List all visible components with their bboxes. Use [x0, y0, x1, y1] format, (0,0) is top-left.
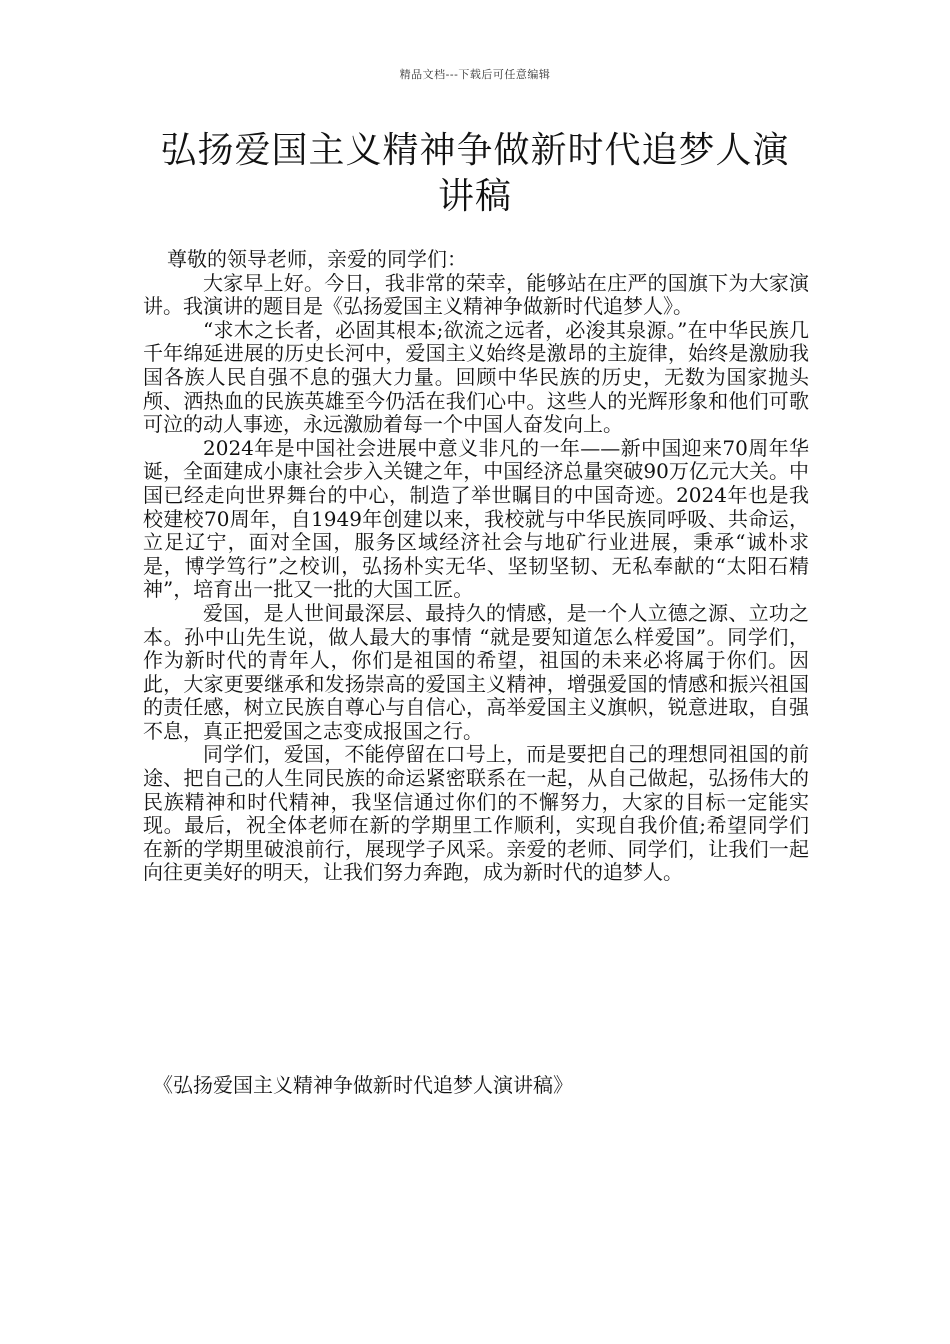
document-body: [143, 248, 809, 885]
paragraph-closing: 同学们，爱国，不能停留在口号上，而是要把自己的理想同祖国的前途、把自己的人生同民族的命运紧密联系在一起，从自己做起，弘扬伟大的民族精神和时代精神，我坚信通过你们的不懈努力，大家的目标一定能实现。最后，祝全体老师在新的学期里工作顺利，实现自我价值;希望同学们在新的学期里破浪前行，展现学子风采。亲爱的老师、同学们，让我们一起向往更美好的明天，让我们努力奔跑，成为新时代的追梦人。: [143, 742, 809, 885]
paragraph-quote: “求木之长者，必固其根本;欲流之远者，必浚其泉源。”在中华民族几千年绵延进展的历史长河中，爱国主义始终是激昂的主旋律，始终是激励我国各族人民自强不息的强大力量。回顾中华民族的历史，无数为国家抛头颅、洒热血的民族英雄至今仍活在我们心中。这些人的光辉形象和他们可歌可泣的动人事迹，永远激励着每一个中国人奋发向上。: [143, 317, 809, 437]
footer-title: 《弘扬爱国主义精神争做新时代追梦人演讲稿》: [153, 1073, 573, 1097]
document-title: 弘扬爱国主义精神争做新时代追梦人演讲稿: [160, 130, 790, 217]
paragraph-greeting: 大家早上好。今日，我非常的荣幸，能够站在庄严的国旗下为大家演讲。我演讲的题目是《弘扬爱国主义精神争做新时代追梦人》。: [143, 270, 809, 319]
salutation: 尊敬的领导老师，亲爱的同学们：: [167, 247, 467, 271]
paragraph-patriotism: 爱国，是人世间最深层、最持久的情感，是一个人立德之源、立功之本。孙中山先生说，做人最大的事情 “就是要知道怎么样爱国”。同学们，作为新时代的青年人，你们是祖国的希望，祖国的未来必将属于你们。因此，大家更要继承和发扬崇高的爱国主义精神，增强爱国的情感和振兴祖国的责任感，树立民族自尊心与自信心，高举爱国主义旗帜，锐意进取，自强不息，真正把爱国之志变成报国之行。: [143, 600, 809, 743]
paragraph-anniversary: 2024年是中国社会进展中意义非凡的一年——新中国迎来70周年华诞，全面建成小康社会步入关键之年，中国经济总量突破90万亿元大关。中国已经走向世界舞台的中心，制造了举世瞩目的中国奇迹。2024年也是我校建校70周年，自1949年创建以来，我校就与中华民族同呼吸、共命运，立足辽宁，面对全国，服务区域经济社会与地矿行业进展，秉承“诚朴求是，博学笃行”之校训，弘扬朴实无华、坚韧坚韧、无私奉献的“太阳石精神”，培育出一批又一批的大国工匠。: [143, 435, 809, 602]
header-note: 精品文档---下载后可任意编辑: [399, 68, 551, 81]
